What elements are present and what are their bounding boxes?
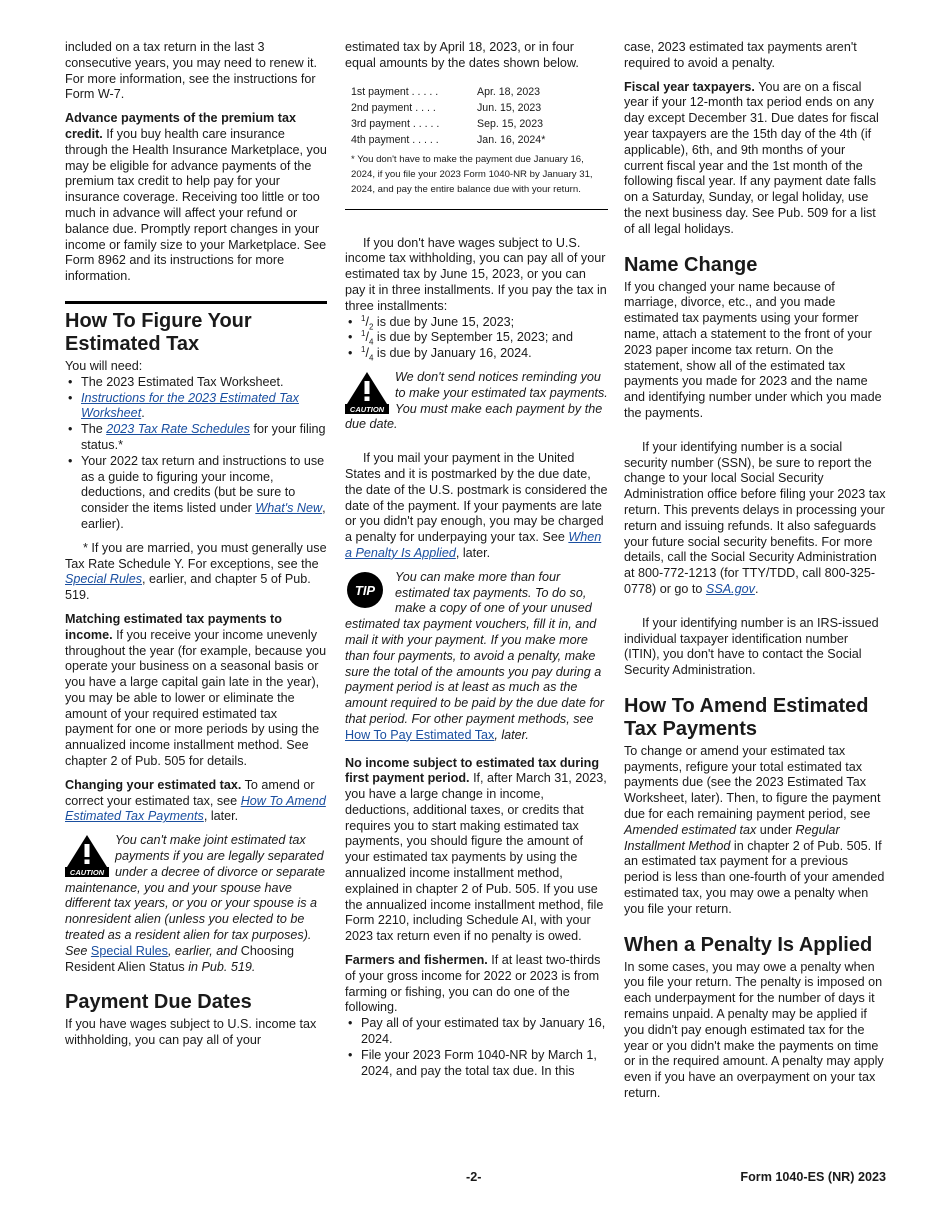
paragraph-name-change: If you changed your name because of marriage, divorce, etc., and you made estimated tax payments using your former name, attach a statement to the front of your 2023 paper income tax return. On the statement, show all of the estimated tax payments you made for 2023 and the name and identifying number under which you made the payments. — [624, 279, 882, 420]
list-item — [65, 422, 327, 454]
paragraph-amend — [624, 744, 886, 918]
matching-body: If you receive your income unevenly throughout the year (for example, because you operate your business on a seasonal basis or you have a large capital gain late in the year), you may be able to lower or eliminate the amount of your required estimated tax payment for one or more periods by using the annualized income installment method. See chapter 2 of Pub. 505 for details. — [65, 627, 327, 769]
list-item-text: The — [81, 422, 107, 437]
table-row — [351, 100, 608, 116]
no-income-heading: No income subject to estimated tax during first payment period. — [345, 755, 600, 786]
ssn-text: . — [754, 581, 759, 596]
list-item-text: is due by January 16, 2024. — [373, 346, 532, 361]
form-name: Form 1040-ES (NR) 2023 — [740, 1170, 886, 1184]
link-special-rules-2[interactable]: Special Rules — [90, 943, 168, 958]
heading-how-to-figure: How To Figure Your Estimated Tax — [65, 301, 327, 356]
paragraph-advance-payments — [65, 111, 327, 285]
tip-text: You can make more than four estimated tax payments. To do so, make a copy of one of your unused estimated tax payment vouchers, fill it in, and mail it with your payment. If you make more than four payments, to avoid a penalty, make sure the total of the amounts you pay during a payment period is at least as much as the amount required to be paid by the due date for that period. For other payment methods, see — [345, 569, 605, 726]
amend-text: in chapter 2 of Pub. 505. If an estimated tax payment for a previous period is less than one-fourth of your amended estimated tax, you may owe a penalty when you file your return. — [624, 838, 885, 916]
tip-note — [345, 570, 608, 744]
caution-text: We don't send notices reminding you to make your estimated tax payments. You must make each payment by the due date. — [345, 369, 608, 432]
list-item-text: for your filing status.* — [81, 422, 326, 452]
amend-text: under — [756, 822, 796, 837]
payment-label-cell: 2nd payment . . . . — [351, 101, 436, 114]
amend-text: To change or amend your estimated tax payments, refigure your total estimated tax payments due (see the 2023 Estimated Tax Worksheet, later). Then, to figure the payment due for each remaining payment period, see — [624, 743, 881, 822]
caution-text: Choosing Resident Alien Status — [65, 943, 294, 974]
link-special-rules[interactable]: Special Rules — [65, 572, 143, 587]
payment-label-cell: 3rd payment . . . . . — [351, 117, 440, 130]
paragraph-due-dates: If you have wages subject to U.S. income tax withholding, you can pay all of your — [65, 1017, 317, 1048]
paragraph-fiscal — [624, 80, 886, 238]
payment-schedule-table — [345, 84, 608, 210]
list-item-text: . — [141, 406, 145, 421]
payment-label-cell: 1st payment . . . . . — [351, 85, 439, 98]
caution-text: in Pub. 519. — [184, 959, 256, 974]
paragraph-ssn — [624, 440, 886, 598]
mail-text: If you mail your payment in the United States and it is postmarked by the due date, the date of the U.S. postmark is considered the date of the payment. If your payments are late or you didn't pay enough, you may be charged a penalty for underpaying your tax. See — [345, 451, 608, 545]
amend-text: Amended estimated tax — [624, 822, 757, 837]
link-how-to-amend[interactable]: How To Amend Estimated Tax Payments — [65, 793, 326, 824]
caution-text: You can't make joint estimated tax payments if you are legally separated under a decree of divorce or separate maintenance, you and your spouse have different tax years, or you or your spouse is a nonresident alien (unless you elected to be treated as a resident alien for tax purposes). See — [65, 833, 326, 958]
paragraph-penalty: In some cases, you may owe a penalty when you file your return. The penalty is imposed on each underpayment for the number of days it remains unpaid. A penalty may be applied if you didn't pay enough estimated tax for the year or you didn't make the payments on time or in the required amount. A penalty may apply even if you have an overpayment on your tax return. — [624, 959, 884, 1101]
table-row — [351, 132, 608, 148]
farmers-body: If at least two-thirds of your gross income for 2022 or 2023 is from farming or fishing, you can do one of the following. — [345, 953, 601, 1015]
list-item: • File your 2023 Form 1040-NR by March 1, 2024, and pay the total tax due. In this — [345, 1048, 608, 1080]
page-number: -2- — [466, 1170, 482, 1184]
paragraph-farmers — [345, 953, 608, 1016]
table-row — [351, 116, 608, 132]
link-worksheet-instructions[interactable]: Instructions for the 2023 Estimated Tax Worksheet — [81, 390, 299, 421]
list-item: • Pay all of your estimated tax by January 16, 2024. — [345, 1016, 608, 1048]
table-footnote: * You don't have to make the payment due January 16, 2024, if you file your 2023 Form 1040-NR by January 31, 2024, and pay the entire balance due with your return. — [351, 153, 593, 195]
list-item — [65, 375, 327, 391]
tip-text: , later. — [494, 727, 529, 742]
link-when-penalty[interactable]: When a Penalty Is Applied — [345, 530, 602, 560]
list-item-text: The 2023 Estimated Tax Worksheet. — [81, 374, 284, 389]
farmers-list — [345, 1016, 608, 1079]
mail-text: , later. — [455, 545, 491, 560]
caution-note-reminders — [345, 370, 608, 433]
payment-date-cell: Sep. 15, 2023 — [477, 117, 543, 130]
caution-icon — [65, 833, 109, 877]
married-note-text: * If you are married, you must generally use Tax Rate Schedule Y. For exceptions, see the — [65, 540, 327, 571]
paragraph-itin-continued: included on a tax return in the last 3 consecutive years, you may need to renew it. For more information, see the instructions for Form W-7. — [65, 40, 318, 102]
payment-date-cell: Jan. 16, 2024* — [477, 133, 546, 146]
changing-body: To amend or correct your estimated tax, see — [65, 777, 315, 808]
caution-icon-label: CAUTION — [69, 868, 105, 878]
column-left — [65, 40, 327, 1057]
column-middle — [345, 40, 608, 1087]
caution-note-joint — [65, 833, 327, 975]
installments-list — [345, 315, 608, 362]
advance-payments-heading: Advance payments of the premium tax credit. — [65, 111, 296, 141]
you-will-need-label: You will need: — [65, 358, 143, 373]
list-item-text: , earlier). — [81, 501, 326, 531]
table-row — [351, 84, 608, 100]
paragraph-due-continued: estimated tax by April 18, 2023, or in four equal amounts by the dates shown below. — [345, 40, 579, 70]
caution-icon-label: CAUTION — [349, 404, 385, 414]
list-item: • $^1/_4$ is due by September 15, 2023; and — [345, 330, 608, 346]
list-item: • $^1/_2$ is due by June 15, 2023; — [345, 315, 608, 331]
list-item-text: is due by June 15, 2023; — [373, 314, 515, 329]
list-item — [65, 454, 327, 533]
fiscal-body: You are on a fiscal year if your 12-month tax period ends on any day except December 31. Due dates for fiscal year taxpayers are the 15th day of the 4th (if applicable), 6th, and 9th months of your current fiscal year and the 1st month of the following fiscal year. If any payment date falls on a Saturday, Sunday, or legal holiday, use the next business day. See Pub. 509 for a list of all legal holidays. — [624, 79, 879, 236]
heading-how-to-amend: How To Amend Estimated Tax Payments — [624, 694, 869, 740]
payment-date-cell: Apr. 18, 2023 — [477, 85, 541, 98]
changing-body: , later. — [203, 809, 239, 824]
list-item-text: is due by September 15, 2023; and — [373, 330, 573, 345]
ssn-text: If your identifying number is a social security number (SSN), be sure to report the change to your local Social Security Administration office before filing your 2023 tax return. This prevents delays in processing your return and issuing refunds. It also safeguards your future social security benefits. For more details, call the Social Security Administration at 800-772-1213 (for TTY/TDD, call 800-325-0778) or go to — [624, 439, 886, 596]
paragraph-farm-continued: case, 2023 estimated tax payments aren't required to avoid a penalty. — [624, 40, 857, 70]
tip-icon — [345, 570, 389, 614]
heading-name-change: Name Change — [624, 253, 758, 276]
caution-icon — [345, 370, 389, 414]
paragraph-mail — [345, 451, 608, 562]
no-income-body: If, after March 31, 2023, you have a large change in income, deductions, additional taxes, or credits that requires you to start making estimated tax payments, you should figure the amount of your estimated tax payments by using the annualized income installment method, explained in chapter 2 of Pub. 505. If you use the annualized income installment method, file Form 2210, including Schedule AI, with your 2023 tax return even if no penalty is owed. — [345, 771, 607, 944]
amend-text: Regular Installment Method — [624, 822, 840, 853]
heading-payment-due-dates: Payment Due Dates — [65, 991, 252, 1014]
caution-text: , earlier, and — [167, 943, 241, 958]
paragraph-no-wages: If you don't have wages subject to U.S. income tax withholding, you can pay all of your estimated tax by June 15, 2023, or you can pay it in three installments. If you pay the tax in three installments: — [345, 235, 607, 313]
column-right — [624, 40, 886, 1110]
fiscal-heading: Fiscal year taxpayers. — [624, 79, 755, 94]
tip-icon-label: TIP — [354, 582, 376, 598]
farmers-heading: Farmers and fishermen. — [345, 953, 488, 968]
paragraph-no-income — [345, 756, 608, 946]
link-ssa-gov[interactable]: SSA.gov — [705, 581, 755, 596]
heading-when-penalty: When a Penalty Is Applied — [624, 933, 873, 956]
changing-heading: Changing your estimated tax. — [65, 777, 242, 792]
list-item: • $^1/_4$ is due by January 16, 2024. — [345, 346, 608, 362]
link-whats-new[interactable]: What's New — [255, 501, 323, 516]
link-tax-rate-schedules[interactable]: 2023 Tax Rate Schedules — [106, 422, 250, 437]
list-item — [65, 391, 327, 423]
link-how-to-pay[interactable]: How To Pay Estimated Tax — [345, 727, 495, 742]
paragraph-changing — [65, 778, 327, 825]
married-note-text: , earlier, and chapter 5 of Pub. 519. — [65, 572, 311, 603]
list-item-text: Your 2022 tax return and instructions to use as a guide to figuring your income, deductions, and credits (but be sure to consider the items listed under — [81, 453, 325, 516]
payment-date-cell: Jun. 15, 2023 — [477, 101, 542, 114]
payment-label-cell: 4th payment . . . . . — [351, 133, 439, 146]
advance-payments-body: If you buy health care insurance through the Health Insurance Marketplace, you may be eligible for advance payments of the premium tax credit to help pay for your insurance coverage. Receiving too little or too much in advance will affect your refund or balance due. Promptly report changes in your income or family size to your Marketplace. See Form 8962 and its instructions for more information. — [65, 126, 327, 284]
paragraph-itin: If your identifying number is an IRS-issued individual taxpayer identification number (ITIN), you don't have to contact the Social Security Administration. — [624, 615, 879, 678]
matching-heading: Matching estimated tax payments to income. — [65, 611, 282, 642]
paragraph-married-note — [65, 541, 327, 604]
needs-list — [65, 375, 327, 533]
paragraph-matching — [65, 612, 327, 770]
